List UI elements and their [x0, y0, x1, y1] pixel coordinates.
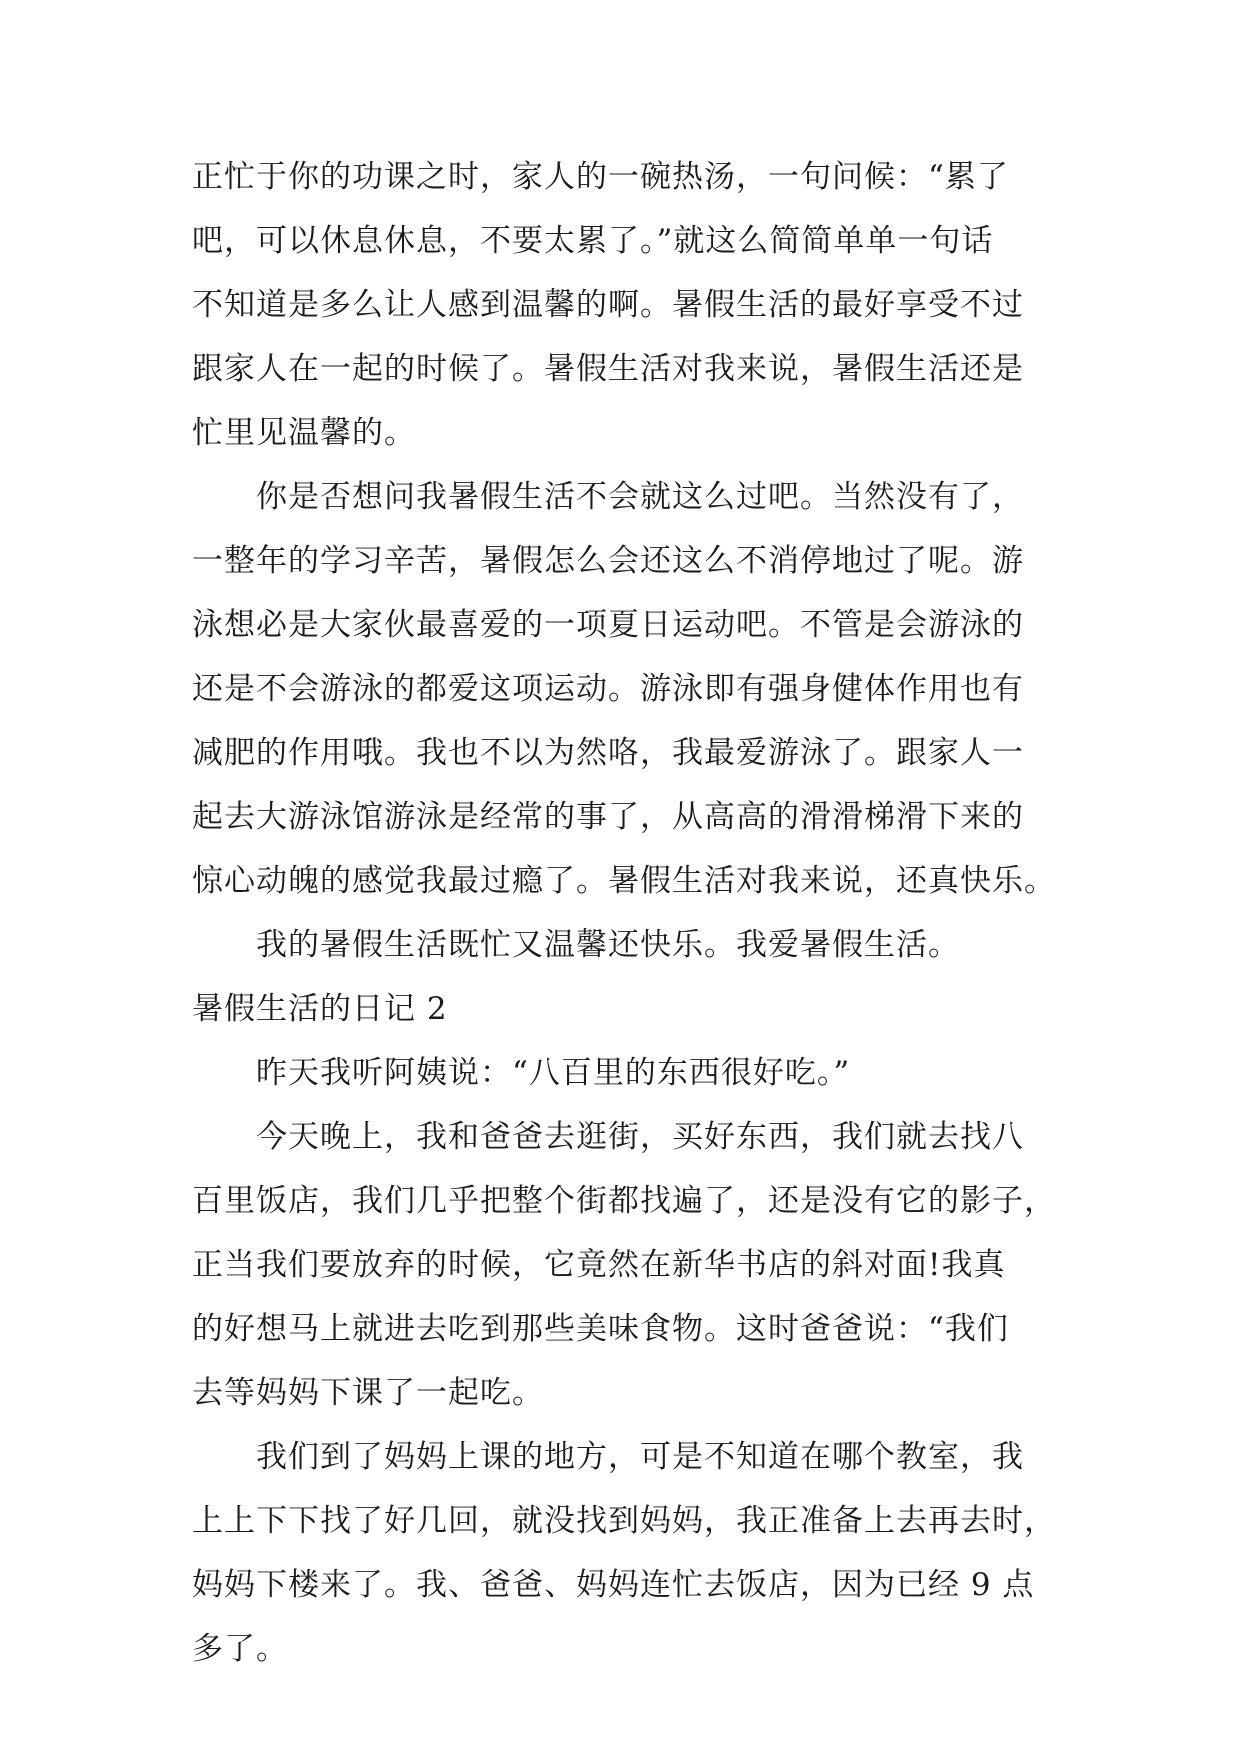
- text-line: 泳想必是大家伙最喜爱的一项夏日运动吧。不管是会游泳的: [192, 607, 1024, 643]
- section-heading: 暑假生活的日记 2: [192, 991, 448, 1027]
- text-line: 妈妈下楼来了。我、爸爸、妈妈连忙去饭店，因为已经 9 点: [192, 1567, 1035, 1603]
- paragraph-start-line: 今天晚上，我和爸爸去逛街，买好东西，我们就去找八: [256, 1119, 1024, 1155]
- text-line: 去等妈妈下课了一起吃。: [192, 1375, 544, 1411]
- text-line: 还是不会游泳的都爱这项运动。游泳即有强身健体作用也有: [192, 671, 1024, 707]
- text-line: 百里饭店，我们几乎把整个街都找遍了，还是没有它的影子，: [192, 1183, 1056, 1219]
- text-line: 跟家人在一起的时候了。暑假生活对我来说，暑假生活还是: [192, 351, 1024, 387]
- text-line: 多了。: [192, 1631, 288, 1667]
- text-line: 正忙于你的功课之时，家人的一碗热汤，一句问候：“累了: [192, 159, 1009, 195]
- text-line: 减肥的作用哦。我也不以为然咯，我最爱游泳了。跟家人一: [192, 735, 1024, 771]
- paragraph-start-line: 你是否想问我暑假生活不会就这么过吧。当然没有了，: [256, 479, 1024, 515]
- paragraph-start-line: 我的暑假生活既忙又温馨还快乐。我爱暑假生活。: [256, 927, 960, 963]
- text-line: 正当我们要放弃的时候，它竟然在新华书店的斜对面!我真: [192, 1247, 1006, 1283]
- text-line: 惊心动魄的感觉我最过瘾了。暑假生活对我来说，还真快乐。: [192, 863, 1056, 899]
- paragraph-start-line: 我们到了妈妈上课的地方，可是不知道在哪个教室，我: [256, 1439, 1024, 1475]
- text-line: 的好想马上就进去吃到那些美味食物。这时爸爸说：“我们: [192, 1311, 1009, 1347]
- text-line: 忙里见温馨的。: [192, 415, 416, 451]
- paragraph-start-line: 昨天我听阿姨说：“八百里的东西很好吃。”: [256, 1055, 851, 1091]
- text-line: 起去大游泳馆游泳是经常的事了，从高高的滑滑梯滑下来的: [192, 799, 1024, 835]
- document-page: [192, 145, 1062, 1681]
- text-line: 一整年的学习辛苦，暑假怎么会还这么不消停地过了呢。游: [192, 543, 1024, 579]
- text-line: 不知道是多么让人感到温馨的啊。暑假生活的最好享受不过: [192, 287, 1024, 323]
- text-line: 上上下下找了好几回，就没找到妈妈，我正准备上去再去时，: [192, 1503, 1056, 1539]
- text-line: 吧，可以休息休息，不要太累了。”就这么简简单单一句话: [192, 223, 994, 259]
